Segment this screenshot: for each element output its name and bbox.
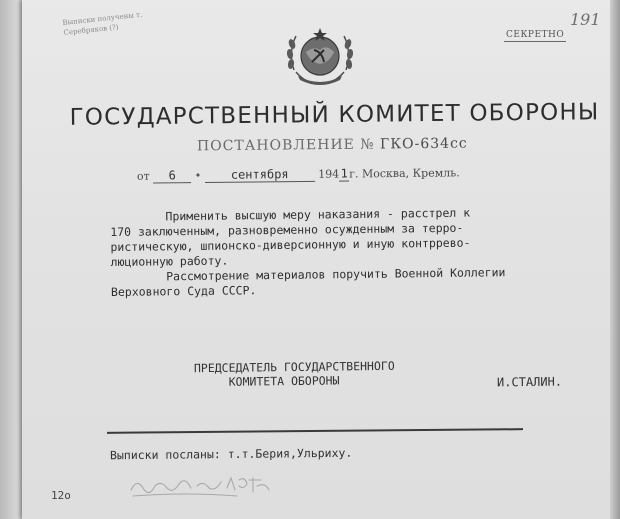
body-line: Применить высшую меру наказания - расстрел к xyxy=(110,205,471,224)
date-day: 6 xyxy=(153,168,191,183)
signature-title-line-1: ПРЕДСЕДАТЕЛЬ ГОСУДАРСТВЕННОГО xyxy=(193,358,395,376)
body-line: Верховного Суда СССР. xyxy=(110,283,257,299)
page-number: 191 xyxy=(570,10,601,29)
body-line: люционную работу. xyxy=(110,253,229,269)
separator-line xyxy=(107,428,523,434)
document-page xyxy=(22,0,620,519)
extracts-sent-line: Выписки посланы: т.т.Берия,Ульриху. xyxy=(109,445,353,463)
date-year-prefix: 194 xyxy=(318,167,340,181)
date-year-suffix: 1 xyxy=(340,166,348,181)
signature-title-line-2: КОМИТЕТА ОБОРОНЫ xyxy=(194,373,340,390)
date-place: г. Москва, Кремль. xyxy=(349,166,460,181)
page-edge-shadow xyxy=(610,0,620,519)
organization-title: ГОСУДАРСТВЕННЫЙ КОМИТЕТ ОБОРОНЫ xyxy=(69,99,600,131)
decree-header xyxy=(197,136,468,155)
ussr-coat-of-arms-icon xyxy=(284,22,356,90)
footer-sheet-number: 12о xyxy=(51,489,71,502)
decree-number: ГКО-634сс xyxy=(379,135,468,153)
signatory-name: И.СТАЛИН. xyxy=(496,374,563,390)
handwritten-pencil-note-icon xyxy=(127,470,297,500)
secrecy-stamp: СЕКРЕТНО xyxy=(506,30,565,40)
signature-title xyxy=(194,359,395,389)
body-line: ристическую, шпионско-диверсионную и иную контррево- xyxy=(110,235,471,254)
decree-label: ПОСТАНОВЛЕНИЕ № xyxy=(196,136,375,155)
corner-handwritten-note: Выписки получены т. Серебряков (?) xyxy=(62,10,143,37)
decree-body xyxy=(110,205,506,300)
body-line: 170 заключенным, разновременно осужденным за терро- xyxy=(110,220,464,239)
decree-date-line: от 6 • сентября 1941г. Москва, Кремль. xyxy=(136,166,460,183)
date-month: сентября xyxy=(205,167,315,183)
body-line: Рассмотрение материалов поручить Военной Коллегии xyxy=(110,265,506,284)
date-prefix: от xyxy=(136,169,150,183)
